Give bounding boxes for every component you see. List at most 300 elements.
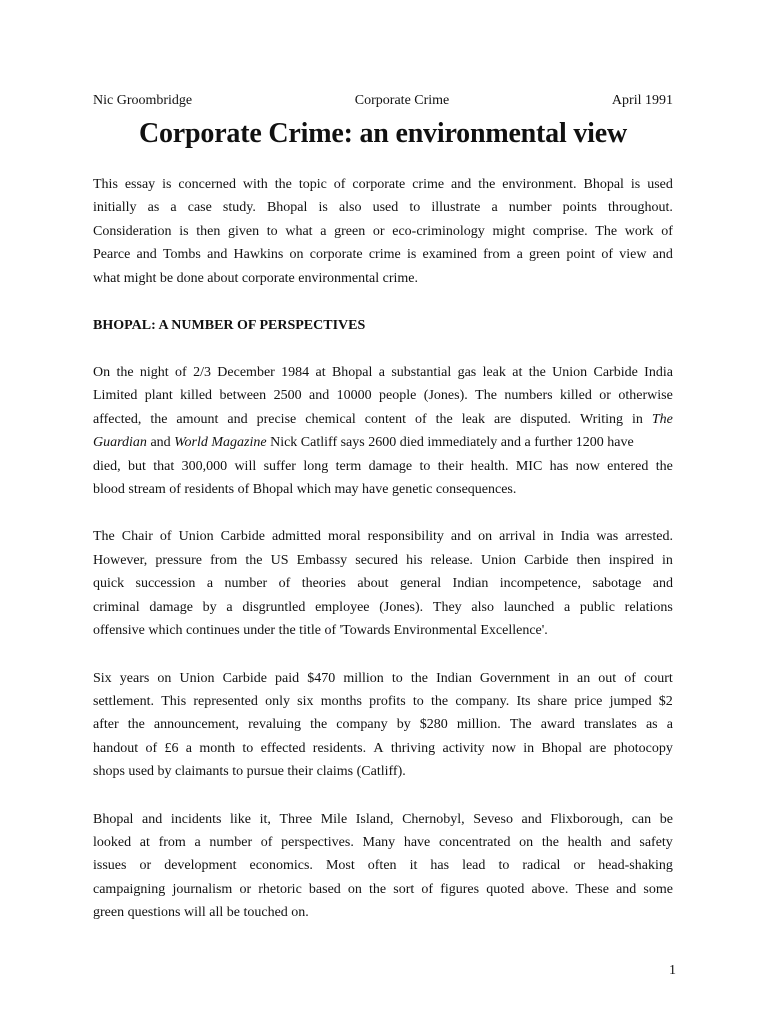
word: campaigning <box>93 881 166 897</box>
word: Hawkins <box>233 247 284 263</box>
word: are <box>494 411 512 427</box>
word: or <box>239 881 252 897</box>
word: to <box>409 200 421 216</box>
word: six <box>297 693 314 709</box>
word: are <box>589 740 607 756</box>
paragraph-line <box>93 878 673 901</box>
word: theories <box>301 576 347 592</box>
word: 2500 <box>273 388 302 404</box>
word: and <box>652 576 673 592</box>
word: economics. <box>249 858 313 874</box>
word: the <box>274 177 292 192</box>
page-number: 1 <box>669 963 676 978</box>
word: Carbide <box>593 365 638 381</box>
word: The <box>509 717 532 733</box>
word: out <box>598 670 617 686</box>
word: some <box>643 881 673 897</box>
word: as <box>147 200 160 216</box>
word: Bhopal <box>331 365 373 381</box>
word: inspired <box>608 552 654 568</box>
word: (Jones). <box>423 388 468 404</box>
word: Seveso <box>473 811 513 827</box>
intro-line <box>93 220 673 243</box>
word: 10000 <box>336 388 372 404</box>
word: $470 <box>307 670 336 686</box>
word: like <box>230 811 251 827</box>
word: company <box>336 717 388 733</box>
word: of <box>278 576 291 592</box>
word: the <box>150 411 168 427</box>
word: and <box>652 247 673 263</box>
word: sabotage <box>592 576 642 592</box>
word: people <box>379 388 417 404</box>
word: award <box>540 717 575 733</box>
document-title: Corporate Crime: an environmental view <box>138 118 627 149</box>
word: is <box>162 177 172 192</box>
word: given <box>228 223 260 239</box>
word: settlement. <box>93 693 155 709</box>
word: a <box>491 200 498 216</box>
word: content <box>364 411 406 427</box>
word: a <box>320 223 327 239</box>
word: essay <box>124 177 156 192</box>
word: However, <box>93 552 148 568</box>
word: of <box>601 247 613 263</box>
word: used <box>372 200 399 216</box>
word: Mile <box>320 811 348 827</box>
word: Union <box>179 670 215 686</box>
word: photocopy <box>613 740 673 756</box>
word: to <box>391 670 403 686</box>
paragraph-perspectives <box>93 808 673 925</box>
word: plant <box>144 388 173 404</box>
word: and <box>207 247 228 263</box>
word: looked <box>93 834 132 850</box>
word: on <box>347 881 362 897</box>
word: is <box>179 223 189 239</box>
word: the <box>245 552 263 568</box>
word: of <box>145 740 158 756</box>
paragraph-line <box>93 361 673 384</box>
word: Bhopal <box>583 177 624 192</box>
word: succession <box>135 576 196 592</box>
word: the <box>655 458 673 474</box>
word: share <box>537 693 568 709</box>
word: as <box>645 717 658 733</box>
word: in <box>558 670 569 686</box>
word: Union <box>178 529 214 545</box>
word: leak <box>482 365 506 381</box>
word: to <box>419 458 431 474</box>
word: a <box>170 200 177 216</box>
word: to <box>498 858 510 874</box>
word: disputed. <box>520 411 572 427</box>
word: damage <box>368 458 413 474</box>
word: of <box>260 834 273 850</box>
word: 1984 <box>281 365 310 381</box>
word: of <box>421 881 434 897</box>
document-page <box>93 90 673 925</box>
word: paid <box>275 670 300 686</box>
word: a <box>563 599 571 615</box>
word: above. <box>531 881 569 897</box>
word: that <box>153 458 175 474</box>
word: Carbide <box>524 552 569 568</box>
word: Pearce <box>93 247 131 263</box>
intro-paragraph <box>93 173 673 290</box>
paragraph-line <box>93 384 673 407</box>
word: Consideration <box>93 223 172 239</box>
word: company. <box>455 693 510 709</box>
word: view <box>619 247 647 263</box>
word: Its <box>516 693 531 709</box>
word: their <box>437 458 464 474</box>
word: radical <box>522 858 561 874</box>
word: Carbide <box>220 529 265 545</box>
word: from <box>158 834 186 850</box>
word: $280 <box>419 717 448 733</box>
word: of <box>661 223 673 239</box>
word: court <box>644 670 673 686</box>
word: quick <box>93 576 125 592</box>
word: public <box>579 599 615 615</box>
word: million <box>343 670 384 686</box>
word: Embassy <box>296 552 348 568</box>
intro-line <box>93 196 673 219</box>
word: issues <box>93 858 127 874</box>
word: killed <box>559 388 592 404</box>
word: perspectives. <box>281 834 354 850</box>
word: moral <box>327 529 361 545</box>
word: in <box>661 552 673 568</box>
word: India <box>560 529 590 545</box>
word: The <box>93 529 115 545</box>
paragraph-line <box>93 525 673 548</box>
word: be <box>659 811 673 827</box>
running-header <box>93 90 673 112</box>
paragraph-bhopal-leak <box>93 361 673 501</box>
word: crime <box>412 177 445 192</box>
word: suffer <box>263 458 296 474</box>
word: number <box>209 834 253 850</box>
word: now <box>575 458 600 474</box>
word: to <box>242 740 254 756</box>
word: the <box>369 881 387 897</box>
word: rhetoric <box>258 881 302 897</box>
word: it <box>409 858 418 874</box>
word: Chair <box>121 529 153 545</box>
paragraph-line <box>93 690 673 713</box>
word: launched <box>503 599 555 615</box>
word: Writing <box>580 411 624 427</box>
word: at <box>315 365 326 381</box>
word: journalism <box>172 881 233 897</box>
word: has <box>430 858 450 874</box>
word: The <box>475 388 497 404</box>
word: used <box>647 177 673 192</box>
word: of <box>175 365 187 381</box>
word: responsibility <box>367 529 444 545</box>
word: is <box>318 200 328 216</box>
word: and <box>610 834 631 850</box>
word: and <box>616 881 637 897</box>
word: employee <box>315 599 370 615</box>
word: might <box>492 223 526 239</box>
word: night <box>139 365 169 381</box>
section-heading: BHOPAL: A NUMBER OF PERSPECTIVES <box>93 318 366 334</box>
word: and <box>227 411 248 427</box>
word: Three <box>279 811 313 827</box>
paragraph-line <box>93 549 673 572</box>
word: based <box>308 881 341 897</box>
word: The <box>595 223 618 239</box>
word: residents. <box>312 740 367 756</box>
word: pressure <box>155 552 202 568</box>
word: or <box>573 858 586 874</box>
word: on <box>519 834 534 850</box>
word: often <box>367 858 397 874</box>
word: arrival <box>499 529 536 545</box>
word: criminal <box>93 599 140 615</box>
word: long <box>303 458 329 474</box>
word: and <box>142 811 163 827</box>
word: handout <box>93 740 139 756</box>
word: topic <box>298 177 327 192</box>
word: corporate <box>309 247 363 263</box>
word: release. <box>430 552 473 568</box>
paragraph-line <box>93 408 673 431</box>
word: between <box>219 388 267 404</box>
word: chemical <box>305 411 356 427</box>
word: These <box>575 881 609 897</box>
paragraph-line: offensive which continues under the title of 'Towards Environmental Excellence'. <box>93 623 548 639</box>
word: the <box>310 717 328 733</box>
word: what <box>285 223 313 239</box>
word: point <box>566 247 596 263</box>
word: They <box>432 599 462 615</box>
word: December <box>217 365 275 381</box>
word: died, <box>93 458 121 474</box>
word: affected, <box>93 411 142 427</box>
paragraph-chair-response <box>93 525 673 642</box>
word: Limited <box>93 388 138 404</box>
intro-line: what might be done about corporate environmental crime. <box>93 270 419 286</box>
word: disgruntled <box>242 599 306 615</box>
word: Indian <box>452 576 489 592</box>
word: safety <box>639 834 673 850</box>
word: India <box>644 365 673 381</box>
word: on <box>478 529 493 545</box>
paragraph-line <box>93 737 673 760</box>
word: On <box>93 365 111 381</box>
intro-line <box>93 173 673 196</box>
word: Union <box>552 365 588 381</box>
word: the <box>478 177 496 192</box>
word: Island, <box>355 811 394 827</box>
word: also <box>338 200 362 216</box>
word: incidents <box>170 811 222 827</box>
word: will <box>234 458 257 474</box>
word: a <box>226 599 233 615</box>
italic-publication-the: The <box>651 411 673 427</box>
word: then <box>576 552 601 568</box>
word: crime <box>368 247 401 263</box>
word: revaluing <box>248 717 302 733</box>
word: lead <box>462 858 486 874</box>
word: damage <box>149 599 193 615</box>
word: the <box>528 365 546 381</box>
word: it, <box>259 811 271 827</box>
word: at <box>139 834 150 850</box>
word: head-shaking <box>598 858 673 874</box>
intro-line <box>93 243 673 266</box>
header-topic: Corporate Crime <box>354 93 450 108</box>
word: an <box>576 670 591 686</box>
word: in <box>542 529 554 545</box>
word: relations <box>624 599 673 615</box>
paragraph-line: shops used by claimants to pursue their claims (Catliff). <box>93 764 406 780</box>
word: comprise. <box>532 223 588 239</box>
word: substantial <box>391 365 452 381</box>
word: only <box>265 693 290 709</box>
word: a <box>185 740 192 756</box>
word: and <box>136 247 157 263</box>
word: otherwise <box>618 388 673 404</box>
word: MIC <box>515 458 543 474</box>
word: at <box>512 365 523 381</box>
word: after <box>93 717 119 733</box>
word: $2 <box>658 693 673 709</box>
word: was <box>596 529 619 545</box>
paragraph-line: blood stream of residents of Bhopal which may have genetic consequences. <box>93 482 517 498</box>
word: throughout. <box>607 200 673 216</box>
word: is <box>630 177 641 192</box>
word: in <box>523 740 535 756</box>
word: Carbide <box>222 670 267 686</box>
word: Six <box>93 670 112 686</box>
word: month <box>199 740 236 756</box>
word: green <box>529 247 561 263</box>
word: sort <box>393 881 415 897</box>
word: of <box>159 529 172 545</box>
word: Bhopal <box>93 811 134 827</box>
word: incompetence, <box>499 576 581 592</box>
word: precise <box>256 411 297 427</box>
word: also <box>471 599 494 615</box>
word: the <box>435 411 453 427</box>
word: now <box>491 740 516 756</box>
word: Government <box>479 670 550 686</box>
word: This <box>161 693 187 709</box>
word: million. <box>456 717 501 733</box>
paragraph-line <box>93 808 673 831</box>
word: gas <box>457 365 477 381</box>
word: points <box>562 200 597 216</box>
word: 2/3 <box>193 365 211 381</box>
word: arrested. <box>625 529 673 545</box>
word: to <box>412 693 424 709</box>
word: case <box>187 200 212 216</box>
word: effected <box>260 740 306 756</box>
italic-publication-world-magazine: World Magazine <box>174 435 267 451</box>
word: health. <box>470 458 509 474</box>
word: or <box>599 388 611 404</box>
word: the <box>431 693 449 709</box>
word: of <box>414 411 427 427</box>
word: number <box>508 200 552 216</box>
word: with <box>242 177 268 192</box>
word: 300,000 <box>181 458 228 474</box>
word: the <box>116 365 134 381</box>
word: by <box>396 717 411 733</box>
word: to <box>266 223 278 239</box>
paragraph-settlement <box>93 667 673 784</box>
italic-publication-guardian: Guardian <box>93 435 147 451</box>
word: activity <box>442 740 485 756</box>
word: admitted <box>271 529 321 545</box>
word: is <box>406 247 417 263</box>
word: the <box>127 717 145 733</box>
word: his <box>406 552 423 568</box>
word: a <box>206 576 214 592</box>
word: of <box>333 177 346 192</box>
word: and <box>521 811 542 827</box>
word: on <box>289 247 304 263</box>
word: health <box>567 834 602 850</box>
word: Bhopal <box>541 740 582 756</box>
word: from <box>210 552 238 568</box>
word: the <box>410 670 428 686</box>
paragraph-line <box>93 455 673 478</box>
word: quoted <box>486 881 525 897</box>
word: Tombs <box>162 247 201 263</box>
paragraph-line: Guardian and World Magazine Nick Catliff says 2600 died immediately and a further 1200 have <box>93 435 634 451</box>
paragraph-line: green questions will all be touched on. <box>93 905 309 921</box>
word: a <box>194 834 201 850</box>
header-author: Nic Groombridge <box>93 93 193 108</box>
paragraph-line <box>93 713 673 736</box>
word: green <box>334 223 366 239</box>
word: concentrated <box>438 834 511 850</box>
word: and <box>451 177 472 192</box>
word: study. <box>222 200 256 216</box>
word: from <box>483 247 511 263</box>
word: of <box>624 670 636 686</box>
word: £6 <box>164 740 179 756</box>
word: This <box>93 177 118 192</box>
word: translates <box>584 717 637 733</box>
word: secured <box>355 552 399 568</box>
word: Flixborough, <box>550 811 624 827</box>
word: numbers <box>504 388 553 404</box>
paragraph-line <box>93 667 673 690</box>
word: eco-criminology <box>392 223 485 239</box>
word: has <box>549 458 569 474</box>
word: figures <box>440 881 480 897</box>
word: general <box>399 576 442 592</box>
paragraph-line <box>93 854 673 877</box>
word: work <box>624 223 654 239</box>
word: Union <box>481 552 517 568</box>
word: and <box>308 388 330 404</box>
word: represented <box>193 693 258 709</box>
word: entered <box>607 458 649 474</box>
word: but <box>127 458 146 474</box>
word: announcement, <box>153 717 240 733</box>
word: illustrate <box>431 200 481 216</box>
word: and <box>450 529 472 545</box>
word: environment. <box>502 177 577 192</box>
